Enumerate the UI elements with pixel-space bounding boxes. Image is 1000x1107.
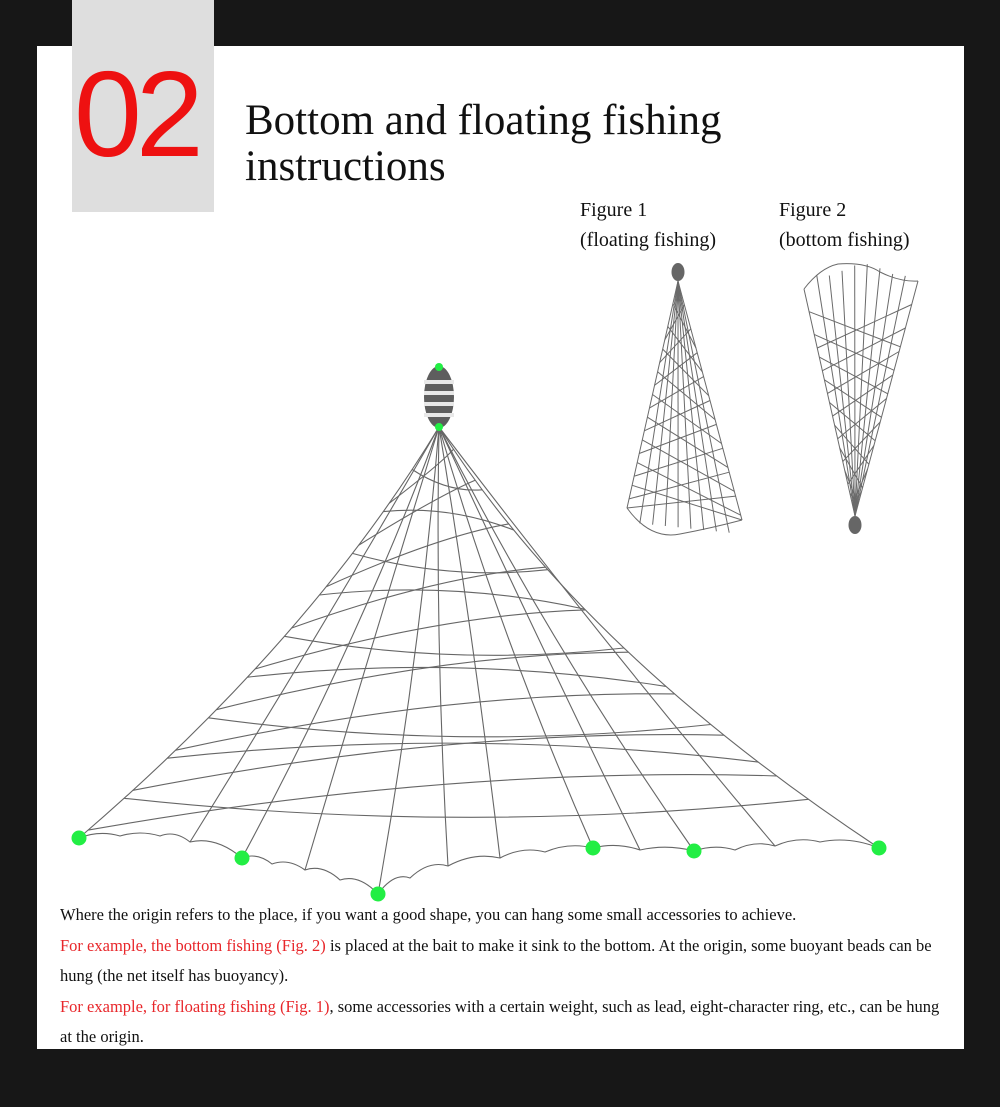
fig2-radial [817,275,855,516]
fig1-radial [665,281,678,526]
figure-2-net [804,264,918,516]
net-mesh-curve [326,524,509,587]
example-2-text: , some accessories with a certain weight, such as lead, eight-character ring, etc., can be hung at the origin. [60,996,940,1046]
description-example-2 [60,992,940,1053]
figure-2-subtitle: (bottom fishing) [779,229,910,251]
net-mesh-curve [285,636,624,655]
net-mesh-curve [208,718,710,737]
origin-marker-left [72,831,87,846]
fig2-top-edge [804,264,918,289]
origin-markers [72,363,887,902]
example-1-text: is placed at the bait to make it sink to the bottom. At the origin, some buoyant beads can be hung (the net itself has buoyancy). [60,935,932,985]
net-bottom-edge [79,833,879,894]
title-line-2: instructions [245,143,446,190]
net-radial-string [242,427,439,858]
net-edge-right [439,427,879,848]
net-radial-string [378,427,439,894]
figure-1-subtitle: (floating fishing) [580,229,717,251]
net-mesh-curve [167,743,758,762]
fig1-mesh [653,395,722,444]
net-edge-left [79,427,439,838]
fig1-radial [678,281,729,533]
description-line-1: Where the origin refers to the place, if you want a good shape, you can hang some small accessories to achieve. [60,905,797,924]
figure-2-weight-icon [849,516,862,534]
origin-marker-right [872,841,887,856]
fig1-radial [653,281,678,525]
net-radial-string [438,427,448,866]
main-net [79,427,879,894]
float-icon [424,366,454,428]
example-1-highlight: For example, the bottom fishing (Fig. 2) [60,935,326,955]
origin-marker-top [435,363,443,371]
fig1-mesh [632,485,742,520]
net-mesh-curve [292,567,546,628]
net-mesh-curve [320,590,585,609]
net-mesh-curve [248,667,667,686]
net-mesh-curve [176,694,675,750]
section-number: 02 [74,46,198,182]
net-radial-string [439,427,775,846]
description-example-1 [60,931,940,992]
figure-1-title: Figure 1 [580,199,648,221]
net-mesh-curve [216,652,628,710]
figure-1-net [627,281,742,535]
origin-marker [687,844,702,859]
origin-marker [586,841,601,856]
net-radial-string [439,427,593,848]
net-radial-string [190,427,439,842]
fig1-mesh [637,463,741,516]
title-line-1: Bottom and floating fishing [245,97,722,144]
origin-marker [235,851,250,866]
example-2-highlight: For example, for floating fishing (Fig. 1) [60,996,330,1016]
fig1-mesh [668,326,703,371]
figure-1-weight-icon [672,263,685,281]
description [60,900,940,1053]
origin-marker-apex [435,423,443,431]
fig1-mesh [629,472,729,499]
figure-2-title: Figure 2 [779,199,847,221]
fig2-mesh [817,305,911,349]
